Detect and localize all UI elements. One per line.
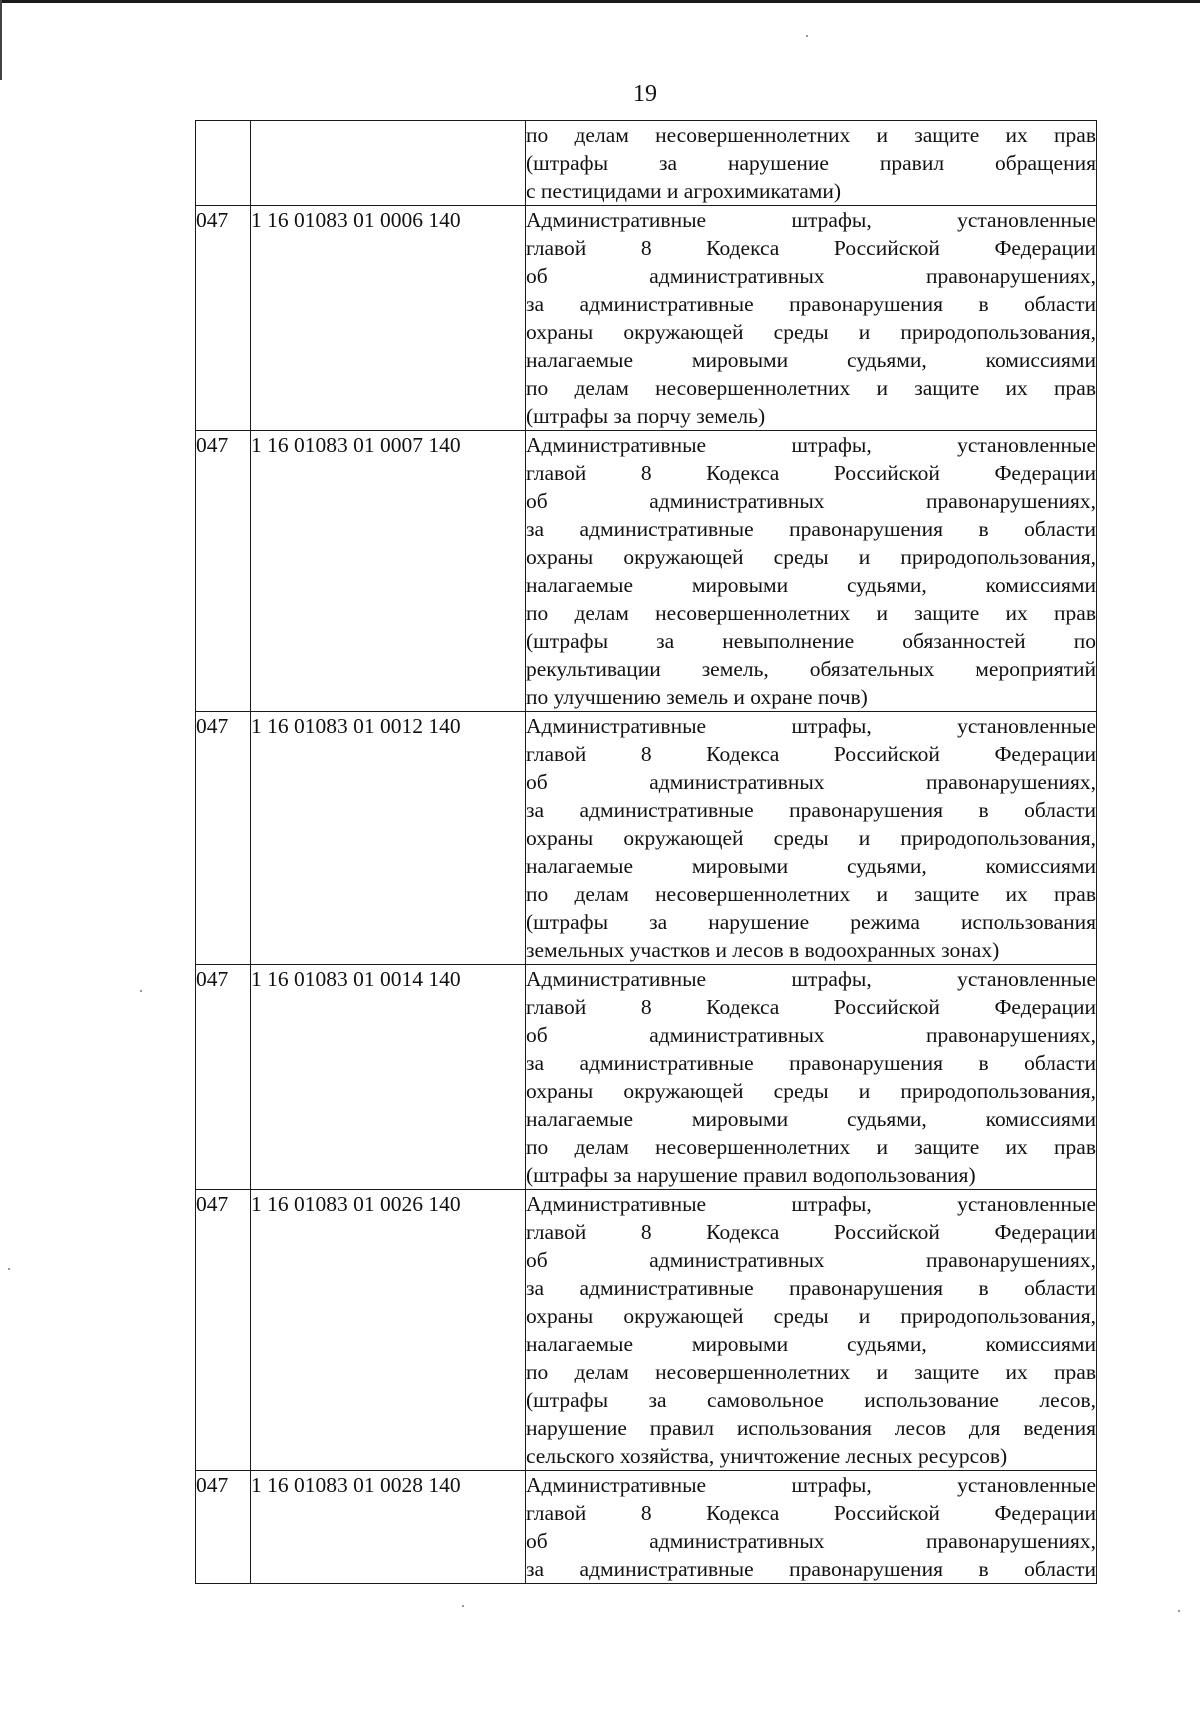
description-cell [526,1190,1097,1471]
description-cell [526,965,1097,1190]
budget-code-cell: 1 16 01083 01 0012 140 [251,712,526,965]
description-line: по делам несовершеннолетних и защите их прав [526,1360,1096,1384]
description-line: (штрафы за самовольное использование лесов, [526,1388,1096,1412]
description-line: рекультивации земель, обязательных мероприятий [526,657,1096,681]
description-line: налагаемые мировыми судьями, комиссиями [526,1107,1096,1131]
budget-code-cell: 1 16 01083 01 0026 140 [251,1190,526,1471]
admin-code-cell: 047 [196,712,251,965]
admin-code-cell: 047 [196,206,251,431]
description-line: налагаемые мировыми судьями, комиссиями [526,1332,1096,1356]
budget-code-cell: 1 16 01083 01 0028 140 [251,1471,526,1584]
description-line: главой 8 Кодекса Российской Федерации [526,995,1096,1019]
description-line: по улучшению земель и охране почв) [526,685,868,709]
budget-code-cell: 1 16 01083 01 0014 140 [251,965,526,1190]
description-line: охраны окружающей среды и природопользования, [526,320,1096,344]
description-line: (штрафы за порчу земель) [526,404,766,428]
description-line: об административных правонарушениях, [526,1248,1096,1272]
admin-code-cell: 047 [196,1471,251,1584]
description-line: охраны окружающей среды и природопользования, [526,545,1096,569]
description-line: (штрафы за нарушение правил водопользования) [526,1163,976,1187]
description-line: по делам несовершеннолетних и защите их прав [526,601,1096,625]
table-row [196,431,1097,712]
description-line: налагаемые мировыми судьями, комиссиями [526,348,1096,372]
description-line: Административные штрафы, установленные [526,1192,1096,1216]
description-line: по делам несовершеннолетних и защите их прав [526,1135,1096,1159]
fines-table-body [196,121,1097,1584]
description-line: по делам несовершеннолетних и защите их прав [526,123,1096,147]
description-line: главой 8 Кодекса Российской Федерации [526,742,1096,766]
description-cell [526,121,1097,206]
description-line: Административные штрафы, установленные [526,967,1096,991]
description-line: по делам несовершеннолетних и защите их прав [526,376,1096,400]
description-cell [526,712,1097,965]
budget-code-cell: 1 16 01083 01 0007 140 [251,431,526,712]
description-line: главой 8 Кодекса Российской Федерации [526,1220,1096,1244]
description-cell [526,206,1097,431]
description-line: Административные штрафы, установленные [526,208,1096,232]
description-line: по делам несовершеннолетних и защите их прав [526,882,1096,906]
table-row [196,206,1097,431]
description-line: об административных правонарушениях, [526,770,1096,794]
description-line: главой 8 Кодекса Российской Федерации [526,1501,1096,1525]
scan-left-edge [0,0,2,80]
description-line: охраны окружающей среды и природопользования, [526,1304,1096,1328]
description-line: Административные штрафы, установленные [526,1473,1096,1497]
description-line: главой 8 Кодекса Российской Федерации [526,236,1096,260]
description-line: Административные штрафы, установленные [526,433,1096,457]
description-cell [526,1471,1097,1584]
table-row [196,1471,1097,1584]
scan-speck [806,35,808,37]
description-line: об административных правонарушениях, [526,264,1096,288]
description-line: с пестицидами и агрохимикатами) [526,179,842,203]
description-line: за административные правонарушения в области [526,1557,1096,1581]
scan-top-edge [0,0,1200,3]
description-line: (штрафы за невыполнение обязанностей по [526,629,1096,653]
budget-code-cell [251,121,526,206]
budget-code-cell: 1 16 01083 01 0006 140 [251,206,526,431]
description-line: за административные правонарушения в области [526,517,1096,541]
description-line: за административные правонарушения в области [526,292,1096,316]
description-line: об административных правонарушениях, [526,489,1096,513]
description-line: за административные правонарушения в области [526,798,1096,822]
description-line: за административные правонарушения в области [526,1276,1096,1300]
scan-speck [462,1605,464,1607]
admin-code-cell: 047 [196,431,251,712]
admin-code-cell [196,121,251,206]
admin-code-cell: 047 [196,1190,251,1471]
description-line: за административные правонарушения в области [526,1051,1096,1075]
description-line: сельского хозяйства, уничтожение лесных ресурсов) [526,1444,1008,1468]
description-line: охраны окружающей среды и природопользования, [526,1079,1096,1103]
description-line: (штрафы за нарушение правил обращения [526,151,1096,175]
table-row [196,121,1097,206]
description-line: (штрафы за нарушение режима использования [526,910,1096,934]
scan-speck [1178,1610,1180,1612]
admin-code-cell: 047 [196,965,251,1190]
table-row [196,965,1097,1190]
description-line: нарушение правил использования лесов для ведения [526,1416,1096,1440]
page-number: 19 [633,81,657,107]
fines-table [195,120,1097,1584]
scan-speck [8,1268,10,1270]
description-line: об административных правонарушениях, [526,1023,1096,1047]
description-line: главой 8 Кодекса Российской Федерации [526,461,1096,485]
table-row [196,1190,1097,1471]
description-line: налагаемые мировыми судьями, комиссиями [526,854,1096,878]
scan-speck [140,990,142,992]
description-line: налагаемые мировыми судьями, комиссиями [526,573,1096,597]
description-cell [526,431,1097,712]
description-line: об административных правонарушениях, [526,1529,1096,1553]
description-line: земельных участков и лесов в водоохранных зонах) [526,938,1000,962]
description-line: охраны окружающей среды и природопользования, [526,826,1096,850]
description-line: Административные штрафы, установленные [526,714,1096,738]
table-row [196,712,1097,965]
